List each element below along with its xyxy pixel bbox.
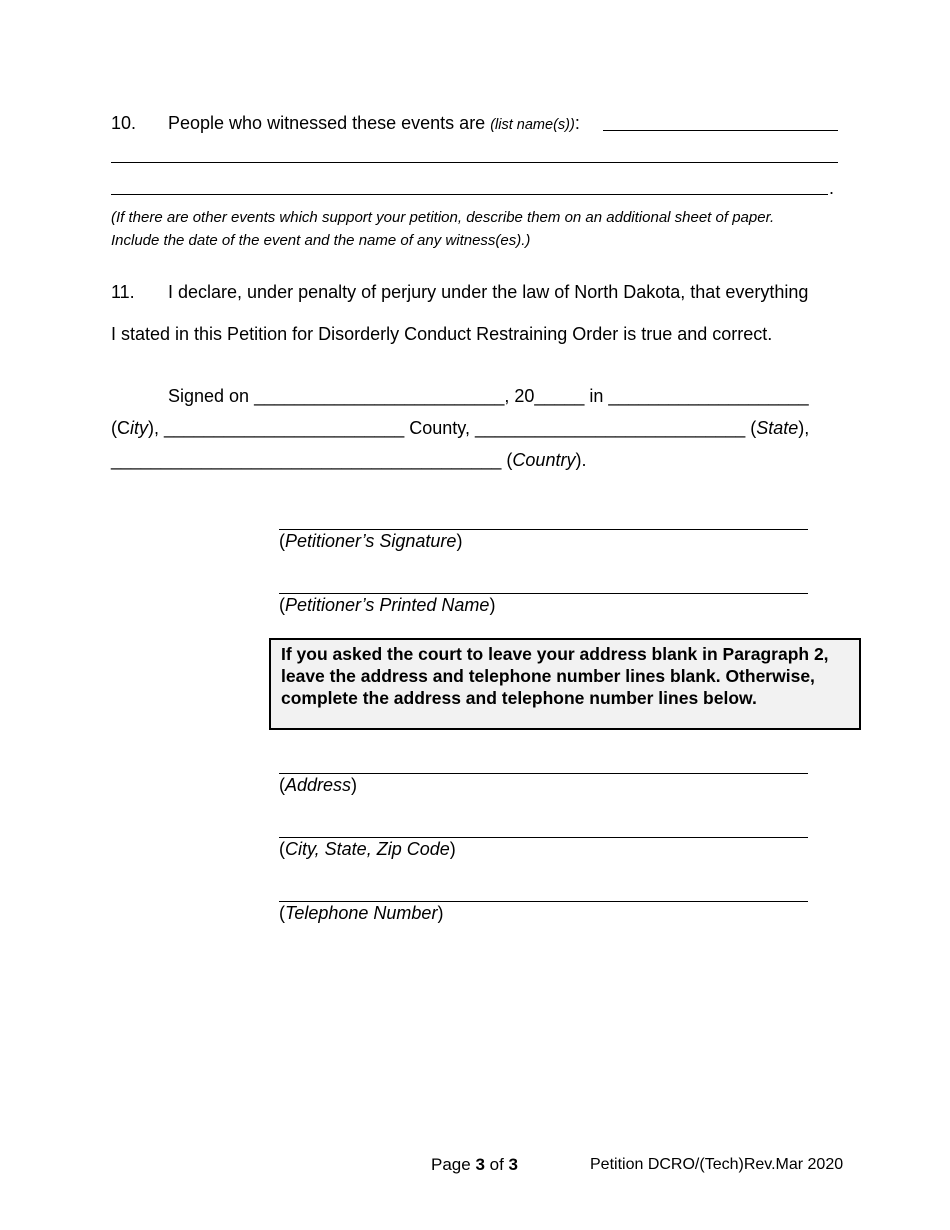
address-line[interactable] xyxy=(279,773,808,774)
city-state-zip-label: City, State, Zip Code xyxy=(285,839,450,859)
witness-end-period: . xyxy=(829,178,835,198)
page-number xyxy=(431,1155,518,1175)
note-line-1: (If there are other events which support your petition, describe them on an additional sheet of paper. xyxy=(111,209,775,226)
address-label: Address xyxy=(285,775,352,795)
state-close: ), xyxy=(798,418,810,438)
petitioner-signature-line[interactable] xyxy=(279,529,808,530)
telephone-line[interactable] xyxy=(279,901,808,902)
item-10-text xyxy=(168,113,580,134)
witness-line-3[interactable] xyxy=(111,194,828,195)
petitioner-printed-name-line[interactable] xyxy=(279,593,808,594)
country-line[interactable] xyxy=(111,450,586,471)
petitioner-signature-caption: (Petitioner’s Signature) xyxy=(279,531,463,551)
note-line-2: Include the date of the event and the name of any witness(es).) xyxy=(111,232,531,249)
item-11-line-1: I declare, under penalty of perjury under the law of North Dakota, that everything xyxy=(168,282,809,302)
city-state-zip-line[interactable] xyxy=(279,837,808,838)
country-blank: _______________________________________ ( xyxy=(111,450,513,470)
city-county-state-line[interactable] xyxy=(111,418,809,439)
address-caption: (Address) xyxy=(279,775,358,795)
telephone-caption: (Telephone Number) xyxy=(279,903,444,923)
address-notice-box xyxy=(269,638,861,730)
country-label: Country xyxy=(512,450,576,470)
state-label: State xyxy=(756,418,799,438)
item-11-line-2: I stated in this Petition for Disorderly Conduct Restraining Order is true and correct. xyxy=(111,324,773,344)
item-10-colon: : xyxy=(574,113,580,133)
telephone-label: Telephone Number xyxy=(285,903,438,923)
page-total: 3 xyxy=(508,1155,518,1174)
country-close: ). xyxy=(575,450,587,470)
item-10-label: People who witnessed these events are xyxy=(168,113,486,133)
witness-line-1[interactable] xyxy=(603,130,838,131)
signed-on-line[interactable]: Signed on _________________________, 20_____ in ____________________ xyxy=(168,386,809,406)
petitioner-printed-name-caption: (Petitioner’s Printed Name) xyxy=(279,595,496,615)
form-id: Petition DCRO/(Tech)Rev.Mar 2020 xyxy=(590,1156,844,1173)
city-open: (C xyxy=(111,418,130,438)
address-notice-text: If you asked the court to leave your address blank in Paragraph 2, leave the address and telephone number lines blank. Otherwise, complete the address and telephone number lines below. xyxy=(281,644,829,708)
city-county-blanks: ), ________________________ County, ___________________________ ( xyxy=(148,418,757,438)
city-state-zip-caption: (City, State, Zip Code) xyxy=(279,839,456,859)
item-11-number: 11. xyxy=(111,282,135,302)
city-label: ity xyxy=(130,418,148,438)
page-prefix: Page xyxy=(431,1155,476,1174)
item-10-hint: (list name(s)) xyxy=(490,117,575,133)
item-10-number: 10. xyxy=(111,113,137,133)
petitioner-printed-name-label: Petitioner’s Printed Name xyxy=(285,595,490,615)
page-current: 3 xyxy=(475,1155,485,1174)
additional-events-note xyxy=(111,206,774,252)
witness-line-2[interactable] xyxy=(111,162,838,163)
page-of: of xyxy=(484,1155,509,1174)
petitioner-signature-label: Petitioner’s Signature xyxy=(285,531,457,551)
